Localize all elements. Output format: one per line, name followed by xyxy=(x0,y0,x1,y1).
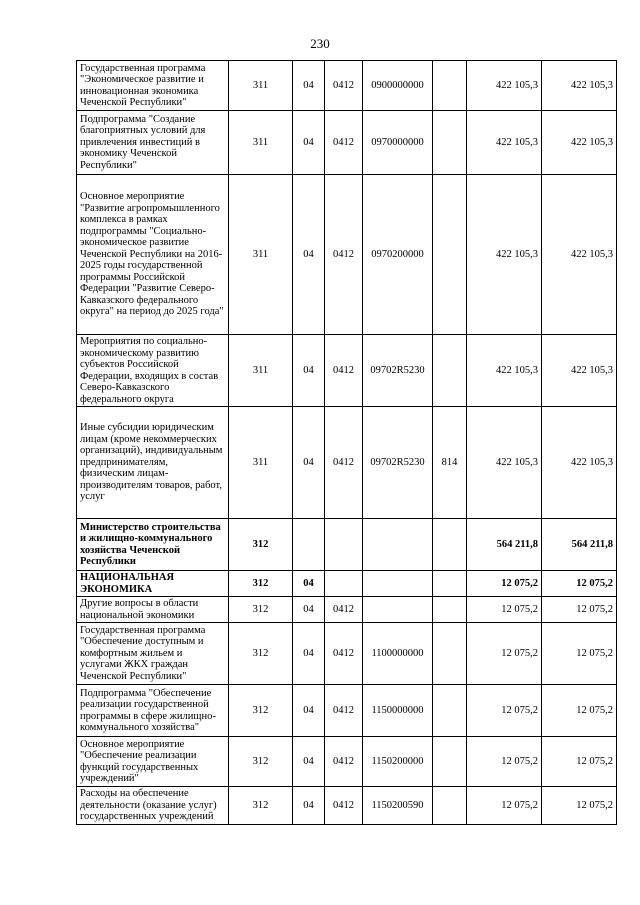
row-name: Мероприятия по социально-экономическому развитию субъектов Российской Федерации, входящих в состав Северо-Кавказского федерального округа xyxy=(77,335,229,407)
page-number: 230 xyxy=(310,36,330,51)
row-target-article-code: 09702R5230 xyxy=(363,407,433,519)
row-amount-first: 422 105,3 xyxy=(467,335,542,407)
row-subsection-code: 0412 xyxy=(325,111,363,175)
row-target-article-code xyxy=(363,519,433,571)
row-ved-code: 312 xyxy=(229,597,293,623)
row-subsection-code: 0412 xyxy=(325,597,363,623)
row-amount-first: 12 075,2 xyxy=(467,787,542,825)
row-amount-second: 12 075,2 xyxy=(542,685,617,737)
table-row xyxy=(77,571,617,597)
row-target-article-code: 0970200000 xyxy=(363,175,433,335)
row-target-article-code: 09702R5230 xyxy=(363,335,433,407)
table-row xyxy=(77,597,617,623)
row-amount-second: 12 075,2 xyxy=(542,737,617,787)
row-subsection-code xyxy=(325,519,363,571)
row-amount-second: 422 105,3 xyxy=(542,61,617,111)
row-expense-type-code xyxy=(433,571,467,597)
table-row xyxy=(77,623,617,685)
row-target-article-code: 0970000000 xyxy=(363,111,433,175)
row-section-code: 04 xyxy=(293,61,325,111)
row-ved-code: 311 xyxy=(229,335,293,407)
row-name: Подпрограмма "Обеспечение реализации государственной программы в сфере жилищно-коммунального хозяйства" xyxy=(77,685,229,737)
row-subsection-code: 0412 xyxy=(325,623,363,685)
row-section-code: 04 xyxy=(293,407,325,519)
row-section-code: 04 xyxy=(293,623,325,685)
table-row xyxy=(77,519,617,571)
row-name: Расходы на обеспечение деятельности (оказание услуг) государственных учреждений xyxy=(77,787,229,825)
row-section-code: 04 xyxy=(293,175,325,335)
row-target-article-code: 1150000000 xyxy=(363,685,433,737)
row-section-code: 04 xyxy=(293,111,325,175)
row-section-code: 04 xyxy=(293,335,325,407)
row-subsection-code xyxy=(325,571,363,597)
row-amount-second: 564 211,8 xyxy=(542,519,617,571)
row-amount-second: 422 105,3 xyxy=(542,175,617,335)
row-amount-first: 12 075,2 xyxy=(467,571,542,597)
row-name: Основное мероприятие "Обеспечение реализации функций государственных учреждений" xyxy=(77,737,229,787)
row-name: Государственная программа "Обеспечение доступным и комфортным жильем и услугами ЖКХ граждан Чеченской Республики" xyxy=(77,623,229,685)
row-subsection-code: 0412 xyxy=(325,737,363,787)
row-expense-type-code xyxy=(433,685,467,737)
row-ved-code: 312 xyxy=(229,737,293,787)
row-subsection-code: 0412 xyxy=(325,787,363,825)
row-amount-first: 422 105,3 xyxy=(467,175,542,335)
row-target-article-code: 1100000000 xyxy=(363,623,433,685)
row-subsection-code: 0412 xyxy=(325,407,363,519)
row-name: Министерство строительства и жилищно-коммунального хозяйства Чеченской Республики xyxy=(77,519,229,571)
row-name: Основное мероприятие "Развитие агропромышленного комплекса в рамках подпрограммы "Социально-экономическое развитие Чеченской Республики на 2016-2025 годы государственной программы Российской Федерации "Развитие Северо-Кавказского федерального округа" на период до 2025 года" xyxy=(77,175,229,335)
row-expense-type-code xyxy=(433,175,467,335)
row-expense-type-code xyxy=(433,61,467,111)
row-expense-type-code xyxy=(433,597,467,623)
table-row xyxy=(77,407,617,519)
row-expense-type-code: 814 xyxy=(433,407,467,519)
table-row xyxy=(77,737,617,787)
row-amount-second: 12 075,2 xyxy=(542,623,617,685)
row-amount-second: 12 075,2 xyxy=(542,787,617,825)
row-target-article-code xyxy=(363,597,433,623)
row-ved-code: 311 xyxy=(229,407,293,519)
row-section-code: 04 xyxy=(293,571,325,597)
row-expense-type-code xyxy=(433,111,467,175)
row-ved-code: 312 xyxy=(229,519,293,571)
row-amount-first: 12 075,2 xyxy=(467,685,542,737)
row-section-code: 04 xyxy=(293,597,325,623)
row-name: Иные субсидии юридическим лицам (кроме некоммерческих организаций), индивидуальным предпринимателям, физическим лицам-производителям товаров, работ, услуг xyxy=(77,407,229,519)
row-section-code: 04 xyxy=(293,787,325,825)
row-section-code xyxy=(293,519,325,571)
row-ved-code: 311 xyxy=(229,175,293,335)
table-row xyxy=(77,787,617,825)
table-row xyxy=(77,175,617,335)
row-target-article-code: 0900000000 xyxy=(363,61,433,111)
table-row xyxy=(77,61,617,111)
row-expense-type-code xyxy=(433,737,467,787)
row-amount-second: 422 105,3 xyxy=(542,111,617,175)
row-amount-first: 564 211,8 xyxy=(467,519,542,571)
row-target-article-code: 1150200000 xyxy=(363,737,433,787)
row-expense-type-code xyxy=(433,623,467,685)
row-amount-first: 422 105,3 xyxy=(467,407,542,519)
row-amount-first: 12 075,2 xyxy=(467,597,542,623)
row-amount-second: 12 075,2 xyxy=(542,597,617,623)
row-ved-code: 312 xyxy=(229,571,293,597)
row-ved-code: 311 xyxy=(229,111,293,175)
row-amount-first: 12 075,2 xyxy=(467,623,542,685)
row-name: Государственная программа "Экономическое развитие и инновационная экономика Чеченской Республики" xyxy=(77,61,229,111)
row-section-code: 04 xyxy=(293,685,325,737)
row-ved-code: 311 xyxy=(229,61,293,111)
budget-table-body xyxy=(77,61,617,825)
table-row xyxy=(77,335,617,407)
row-amount-second: 422 105,3 xyxy=(542,407,617,519)
row-subsection-code: 0412 xyxy=(325,61,363,111)
row-section-code: 04 xyxy=(293,737,325,787)
row-expense-type-code xyxy=(433,787,467,825)
row-target-article-code: 1150200590 xyxy=(363,787,433,825)
row-amount-second: 12 075,2 xyxy=(542,571,617,597)
row-amount-first: 422 105,3 xyxy=(467,61,542,111)
row-subsection-code: 0412 xyxy=(325,685,363,737)
row-name: НАЦИОНАЛЬНАЯ ЭКОНОМИКА xyxy=(77,571,229,597)
row-ved-code: 312 xyxy=(229,685,293,737)
row-subsection-code: 0412 xyxy=(325,335,363,407)
row-name: Другие вопросы в области национальной экономики xyxy=(77,597,229,623)
row-subsection-code: 0412 xyxy=(325,175,363,335)
row-expense-type-code xyxy=(433,335,467,407)
row-ved-code: 312 xyxy=(229,787,293,825)
row-amount-second: 422 105,3 xyxy=(542,335,617,407)
budget-table xyxy=(76,60,617,825)
row-name: Подпрограмма "Создание благоприятных условий для привлечения инвестиций в экономику Чеченской Республики" xyxy=(77,111,229,175)
table-row xyxy=(77,111,617,175)
row-target-article-code xyxy=(363,571,433,597)
row-expense-type-code xyxy=(433,519,467,571)
row-amount-first: 422 105,3 xyxy=(467,111,542,175)
row-amount-first: 12 075,2 xyxy=(467,737,542,787)
table-row xyxy=(77,685,617,737)
row-ved-code: 312 xyxy=(229,623,293,685)
